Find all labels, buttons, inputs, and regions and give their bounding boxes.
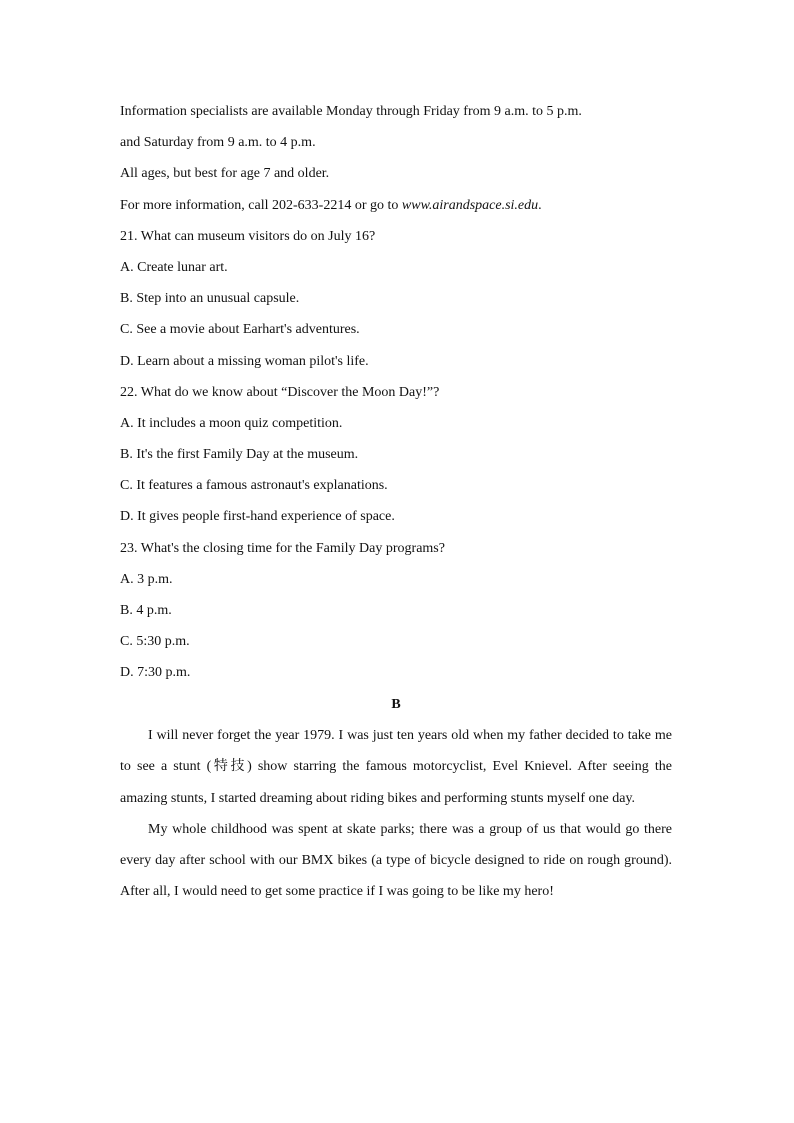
option-a: A. 3 p.m. (120, 571, 173, 587)
option-b: B. Step into an unusual capsule. (120, 291, 300, 307)
option-d: D. Learn about a missing woman pilot's life. (120, 353, 369, 369)
info-ages-line: All ages, but best for age 7 and older. (120, 166, 330, 182)
question-23 (120, 538, 672, 694)
question-stem: 22. What do we know about “Discover the Moon Day!”? (120, 384, 440, 400)
contact-text: For more information, call 202-633-2214 or go to (120, 197, 402, 213)
question-stem: 23. What's the closing time for the Family Day programs? (120, 540, 445, 556)
option-c: C. See a movie about Earhart's adventures. (120, 322, 360, 338)
option-c: C. 5:30 p.m. (120, 634, 190, 650)
info-contact-line (120, 195, 672, 226)
info-saturday-line: and Saturday from 9 a.m. to 4 p.m. (120, 135, 316, 151)
website-link[interactable]: www.airandspace.si.edu (401, 197, 539, 213)
contact-period: . (538, 197, 542, 213)
question-21 (120, 226, 672, 382)
option-a: A. Create lunar art. (120, 259, 228, 275)
paragraph: My whole childhood was spent at skate parks; there was a group of us that would go there every day after school with our BMX bikes (a type of bicycle designed to ride on rough ground). After all, I would need to get some practice if I was going to be like my hero! (120, 821, 672, 900)
question-22 (120, 382, 672, 538)
info-hours-line: Information specialists are available Monday through Friday from 9 a.m. to 5 p.m. (120, 104, 582, 119)
option-b: B. 4 p.m. (120, 603, 172, 618)
paragraph: I will never forget the year 1979. I was just ten years old when my father decided to take me to see a stunt (特技) show starring the famous motorcyclist, Evel Knievel. After seeing the amazing stunts, I started dreaming about riding bikes and performing stunts myself one day. (120, 728, 672, 806)
question-stem: 21. What can museum visitors do on July 16? (120, 228, 376, 244)
page-content (120, 101, 672, 907)
option-d: D. It gives people first-hand experience of space. (120, 509, 395, 525)
section-b-heading: B (391, 696, 401, 712)
option-c: C. It features a famous astronaut's explanations. (120, 478, 388, 494)
option-a: A. It includes a moon quiz competition. (120, 415, 343, 431)
section-b-text (120, 720, 672, 907)
option-d: D. 7:30 p.m. (120, 665, 191, 681)
option-b: B. It's the first Family Day at the museum. (120, 447, 359, 463)
